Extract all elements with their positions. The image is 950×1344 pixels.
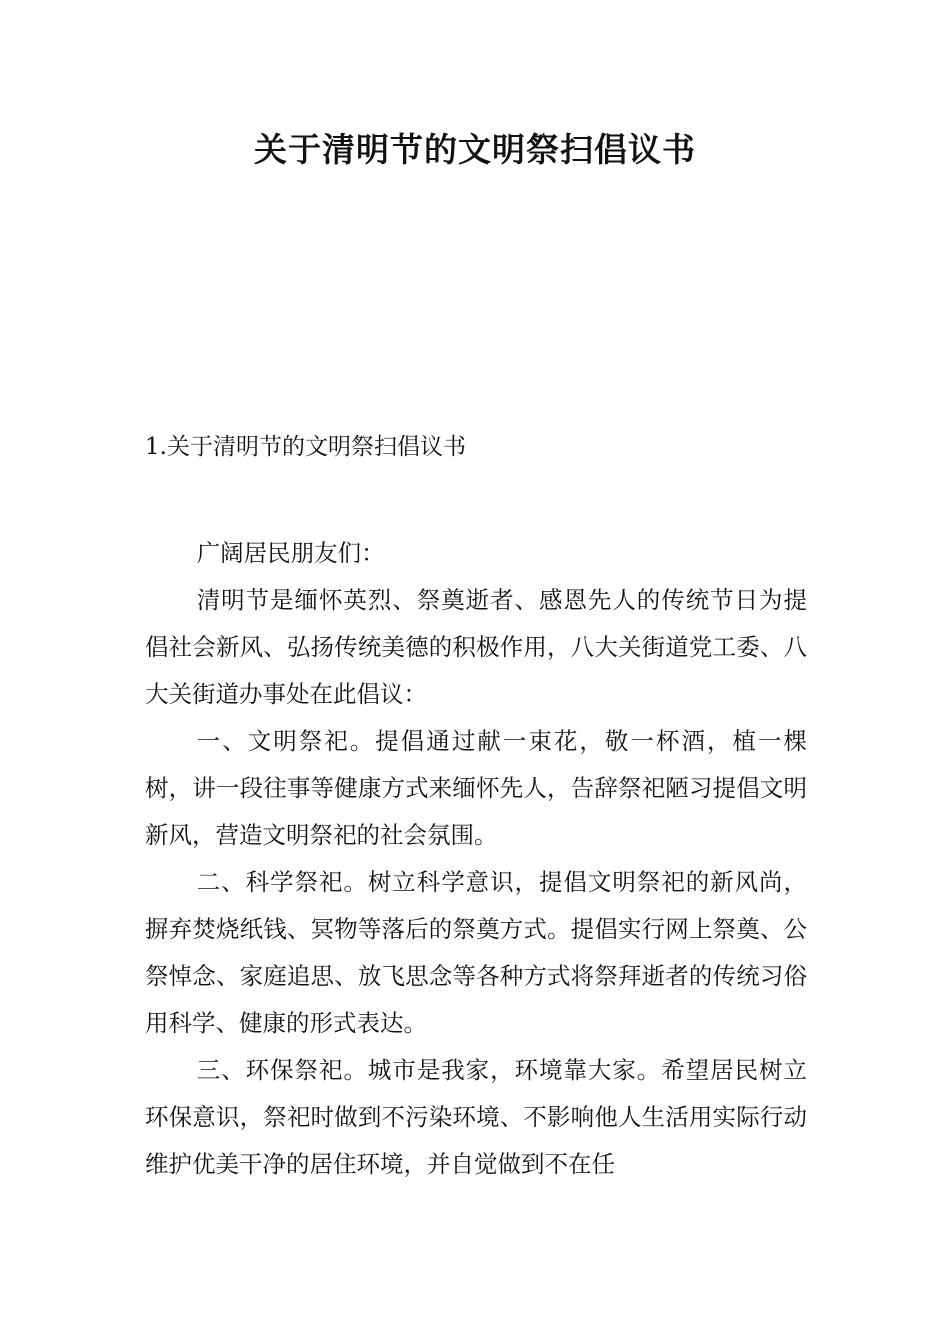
paragraph-eco-worship: 三、环保祭祀。城市是我家，环境靠大家。希望居民树立环保意识，祭祀时做到不污染环境、不影响他人生活用实际行动维护优美干净的居住环境，并自觉做到不在任	[145, 1056, 807, 1178]
paragraph-scientific-worship: 二、科学祭祀。树立科学意识，提倡文明祭祀的新风尚，摒弃焚烧纸钱、冥物等落后的祭奠方式。提倡实行网上祭奠、公祭悼念、家庭追思、放飞思念等各种方式将祭拜逝者的传统习俗用科学、健康的形式表达。	[145, 868, 807, 1037]
section-heading: 1.关于清明节的文明祭扫倡议书	[145, 434, 466, 460]
paragraph-civilized-worship: 一、文明祭祀。提倡通过献一束花，敬一杯酒，植一棵树，讲一段往事等健康方式来缅怀先人，告辞祭祀陋习提倡文明新风，营造文明祭祀的社会氛围。	[145, 727, 807, 849]
document-body	[145, 530, 807, 1188]
document-title: 关于清明节的文明祭扫倡议书	[254, 130, 696, 169]
intro-paragraph: 清明节是缅怀英烈、祭奠逝者、感恩先人的传统节日为提倡社会新风、弘扬传统美德的积极作用，八大关街道党工委、八大关街道办事处在此倡议：	[145, 586, 807, 708]
salutation-paragraph: 广阔居民朋友们：	[196, 539, 385, 567]
